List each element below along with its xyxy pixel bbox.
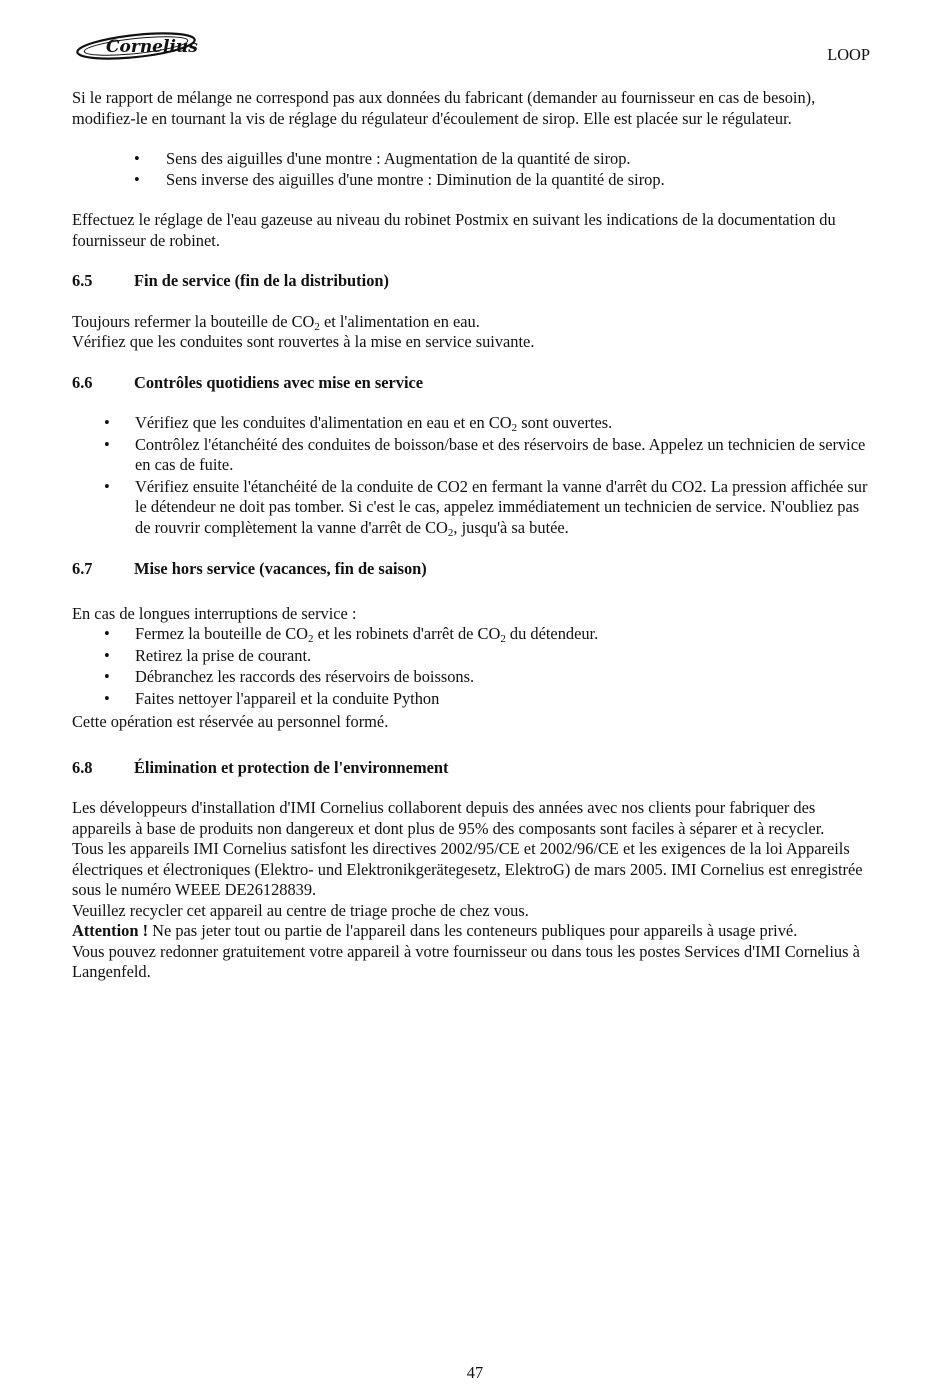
section-heading-6-6	[72, 373, 872, 394]
page-number: 47	[466, 1363, 484, 1382]
section-title: Contrôles quotidiens avec mise en service	[134, 372, 424, 392]
section-number: 6.8	[72, 757, 93, 777]
environment-paragraph-5: Vous pouvez redonner gratuitement votre appareil à votre fournisseur ou dans tous les postes Services d'IMI Cornelius à Langenfeld.	[72, 941, 860, 981]
list-item: • Vérifiez que les conduites d'alimentation en eau et en $CO_2$ sont ouvertes.	[72, 413, 872, 434]
document-code: LOOP	[827, 45, 870, 64]
soda-adjust-paragraph: Effectuez le réglage de l'eau gazeuse au niveau du robinet Postmix en suivant les indications de la documentation du fournisseur de robinet.	[72, 210, 836, 250]
list-item: • Sens des aiguilles d'une montre : Augmentation de la quantité de sirop.	[72, 149, 872, 170]
list-item: • Vérifiez ensuite l'étanchéité de la conduite de CO2 en fermant la vanne d'arrêt du CO2. La pression affichée sur le détendeur ne doit pas tomber. Si c'est le cas, appelez immédiatement un technicien de service. N'oubliez pas de rouvrir complètement la vanne d'arrêt de $CO_2$, jusqu'à sa butée.	[72, 477, 872, 539]
list-item: • Contrôlez l'étanchéité des conduites de boisson/base et des réservoirs de base. Appelez un technicien de service en cas de fuite.	[72, 435, 872, 476]
shutdown-lead: En cas de longues interruptions de service :	[72, 603, 357, 623]
list-item: • Retirez la prise de courant.	[72, 646, 872, 667]
shutdown-list	[72, 624, 872, 709]
list-item: • Débranchez les raccords des réservoirs de boissons.	[72, 667, 872, 688]
syrup-adjust-list	[72, 149, 872, 190]
section-number: 6.7	[72, 559, 93, 578]
list-item: • Fermez la bouteille de $CO_2$ et les robinets d'arrêt de $CO_2$ du détendeur.	[72, 624, 872, 645]
list-item: • Faites nettoyer l'appareil et la conduite Python	[72, 689, 872, 710]
section-number: 6.5	[72, 271, 93, 290]
section-title: Mise hors service (vacances, fin de saison)	[134, 559, 427, 578]
section-heading-6-8	[72, 758, 872, 779]
section-title: Élimination et protection de l'environnement	[134, 757, 449, 777]
logo-text: Cornelius	[106, 37, 198, 57]
environment-warning: Attention ! Ne pas jeter tout ou partie de l'appareil dans les conteneurs publiques pour appareils à usage privé.	[72, 921, 798, 940]
shutdown-note: Cette opération est réservée au personnel formé.	[72, 712, 389, 731]
section-heading-6-5	[72, 271, 872, 292]
list-item: • Sens inverse des aiguilles d'une montre : Diminution de la quantité de sirop.	[72, 170, 872, 191]
intro-paragraph: Si le rapport de mélange ne correspond pas aux données du fabricant (demander au fournisseur en cas de besoin), modifiez-le en tournant la vis de réglage du régulateur d'écoulement de sirop. Elle est placée sur le régulateur.	[72, 88, 816, 128]
section-heading-6-7	[72, 559, 872, 580]
environment-paragraph-1: Les développeurs d'installation d'IMI Cornelius collaborent depuis des années avec nos clients pour fabriquer des appareils à base de produits non dangereux et dont plus de 95% des composants sont faciles à séparer et à recycler.	[72, 798, 825, 838]
end-service-line-1: Toujours refermer la bouteille de $CO_2$ et l'alimentation en eau.	[72, 311, 480, 333]
end-service-line-2: Vérifiez que les conduites sont rouvertes à la mise en service suivante.	[72, 332, 535, 351]
page-content	[72, 88, 872, 983]
daily-checks-list	[72, 413, 872, 538]
cornelius-logo	[74, 26, 198, 66]
environment-paragraph-3: Veuillez recycler cet appareil au centre de triage proche de chez vous.	[72, 900, 529, 920]
section-number: 6.6	[72, 372, 93, 392]
section-title: Fin de service (fin de la distribution)	[134, 271, 389, 290]
environment-paragraph-2: Tous les appareils IMI Cornelius satisfont les directives 2002/95/CE et 2002/96/CE et les exigences de la loi Appareils électriques et électroniques (Elektro- und Elektronikgerätegesetz, ElektroG) de mars 2005. IMI Cornelius est enregistrée sous le numéro WEEE DE26128839.	[72, 839, 863, 899]
